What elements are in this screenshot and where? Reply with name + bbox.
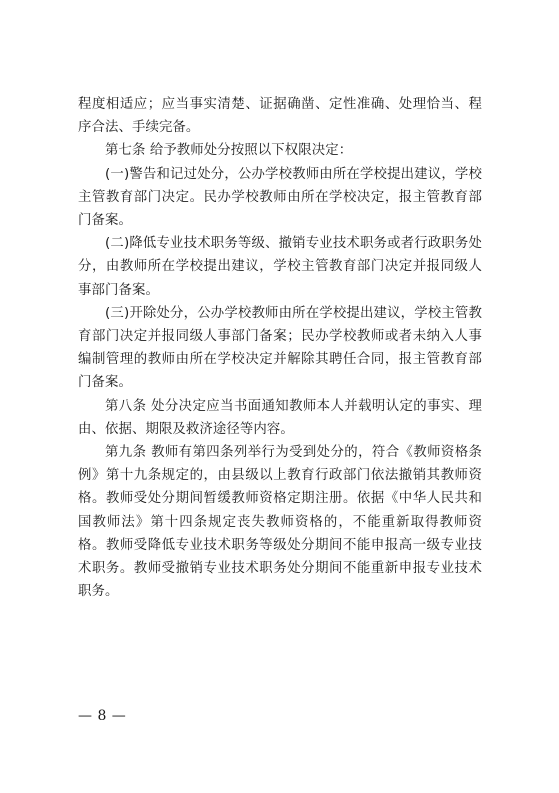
paragraph-article-9: 第九条 教师有第四条列举行为受到处分的，符合《教师资格条例》第十九条规定的，由县级以上教育行政部门依法撤销其教师资格。教师受处分期间暂缓教师资格定期注册。依据《中华人民共和国教师法》第十四条规定丧失教师资格的，不能重新取得教师资格。教师受降低专业技术职务等级处分期间不能申报高一级专业技术职务。教师受撤销专业技术职务处分期间不能重新申报专业技术职务。 — [78, 445, 482, 600]
paragraph-item-2: (二)降低专业技术职务等级、撤销专业技术职务或者行政职务处分，由教师所在学校提出建议，学校主管教育部门决定并报同级人事部门备案。 — [78, 236, 482, 298]
paragraph-1: 程度相适应；应当事实清楚、证据确凿、定性准确、处理恰当、程序合法、手续完备。 — [78, 97, 482, 136]
page-number: — 8 — — [78, 708, 127, 724]
paragraph-item-1: (一)警告和记过处分，公办学校教师由所在学校提出建议，学校主管教育部门决定。民办学校教师由所在学校决定，报主管教育部门备案。 — [78, 166, 482, 229]
paragraph-item-3: (三)开除处分，公办学校教师由所在学校提出建议，学校主管教育部门决定并报同级人事部门备案；民办学校教师或者未纳入人事编制管理的教师由所在学校决定并解除其聘任合同，报主管教育部门备案。 — [78, 305, 482, 391]
document-body — [78, 93, 482, 603]
paragraph-article-8: 第八条 处分决定应当书面通知教师本人并载明认定的事实、理由、依据、期限及救济途径等内容。 — [78, 398, 482, 437]
paragraph-article-7: 第七条 给予教师处分按照以下权限决定： — [105, 143, 353, 159]
